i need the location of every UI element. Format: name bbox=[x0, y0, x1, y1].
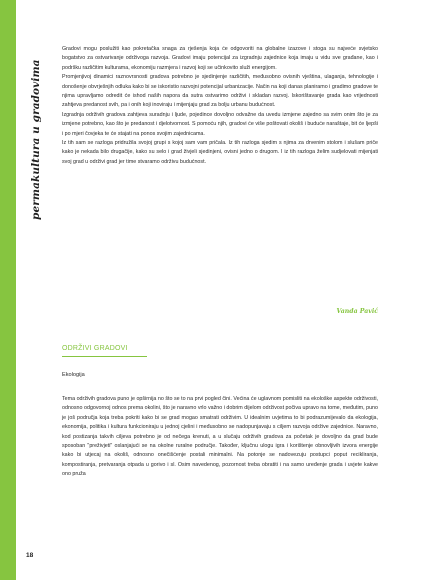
body-paragraph: Tema održivih gradova puno je opširnija no što se to na prvi pogled čini. Većina će uglavnom pomisliti na ekološke aspekte održivosti, odnosno odgovornoj odnos prema okolini, što je naravno vrlo važno i dobrim dijelom održivost počiva upravo na tome, međutim, puno je još područja koja treba pokriti kako bi se grad mogao smatrati održivim. U idealnim uvjetima to bi podrazumijevalo da ekologija, ekonomija, politika i kultura funkcioniraju u jednoj cjelini i međusobno se nadopunjavaju s ciljem razvoja održive zajednice. Naravno, kod postizanja takvih ciljeva potrebno je od nečega krenuti, a u slučaju održivih gradova za početak je dovoljno da grad bude sposoban "preživjeti" oslanjajući se na okolne ruralne područje. Također, ključnu ulogu igra i korištenje obnovljivih izvora energije kako bi utjecaj na okoliš, odnosno onečišćenje postali minimalni. Na potonje se nadovezuju postupci poput recikliranja, kompostiranja, pretvaranja otpada u gorivo i sl. Osim navedenog, pozornost treba obratiti i na samo uređenje grada i uvjete kakve ono pruža bbox=[62, 396, 378, 478]
sub-heading: Ekologija bbox=[62, 372, 85, 378]
page-number: 18 bbox=[26, 552, 34, 559]
accent-side-bar bbox=[0, 0, 16, 580]
intro-paragraph: Izgradnja održivih gradova zahtjeva suradnju i ljude, pojedince dovoljno odvažne da uvedu izmjene zajedno sa svim onim što je za izmjene potrebno, kao što je predanost i djelotvornost. S pomoću njih, gradovi će više poštovati okoliš i buduće naraštaje, bit će ljepši i po mjeri čovjeka te će stajati na ponos svojim zajednicama. bbox=[62, 111, 378, 137]
section-heading-underline bbox=[62, 356, 147, 357]
section-heading bbox=[62, 345, 128, 352]
chapter-side-title: permakultura u gradovima bbox=[30, 59, 42, 220]
intro-paragraph: Promjenjivoj dinamici raznovrsnosti gradova potrebno je sjedinjenje različitih, međusobno ovisnih vještina, ulaganja, tehnologije i donošenje obvrješnjih odluka kako bi se iskoristio razvojni potencijal urbanizacije. Način na koji danas planiramo i gradimo gradove te njima upravljamo odredit će ishod naših napora da sutra ostvarimo održivi i skladan razvoj. Iskorištavanje grada kao vrijednosti zahtjeva predanost svih, pa i onih koji inoviraju i mijenjaju grad za bolju urbanu budućnost. bbox=[62, 74, 378, 109]
intro-paragraph: Iz tih sam se razloga pridružila svojoj grupi s kojoj sam vam pričala. Iz tih razloga sjedim s njima za drvenim stolom i slušam priče kako je nekada bilo drugačije, kako su selo i grad živjeli sjedinjeni, ovisni jedno o drugom. I iz tih razloga želim sudjelovati mijenjati svoj grad u održivi grad jer time stvaramo održivu budućnost. bbox=[62, 140, 378, 165]
section-heading-text: ODRŽIVI GRADOVI bbox=[62, 345, 128, 352]
body-text-block bbox=[62, 395, 378, 480]
author-signature: Vanda Pavić bbox=[336, 308, 378, 315]
intro-text-block bbox=[62, 45, 378, 167]
intro-paragraph: Gradovi mogu poslužiti kao pokretačka snaga za rješenja koja će odgovoriti na globalne izazove i stoga su najveće svjetsko bogatstvo za ostvarivanje održivoga razvoja. Gradovi imaju potencijal za izgradnju zajednice koja imaju u vidu sve građane, kao i podršku različitim kulturama, ekonomiju razmjera i razvoj koji se učinkovito služi energijom. bbox=[62, 46, 378, 71]
